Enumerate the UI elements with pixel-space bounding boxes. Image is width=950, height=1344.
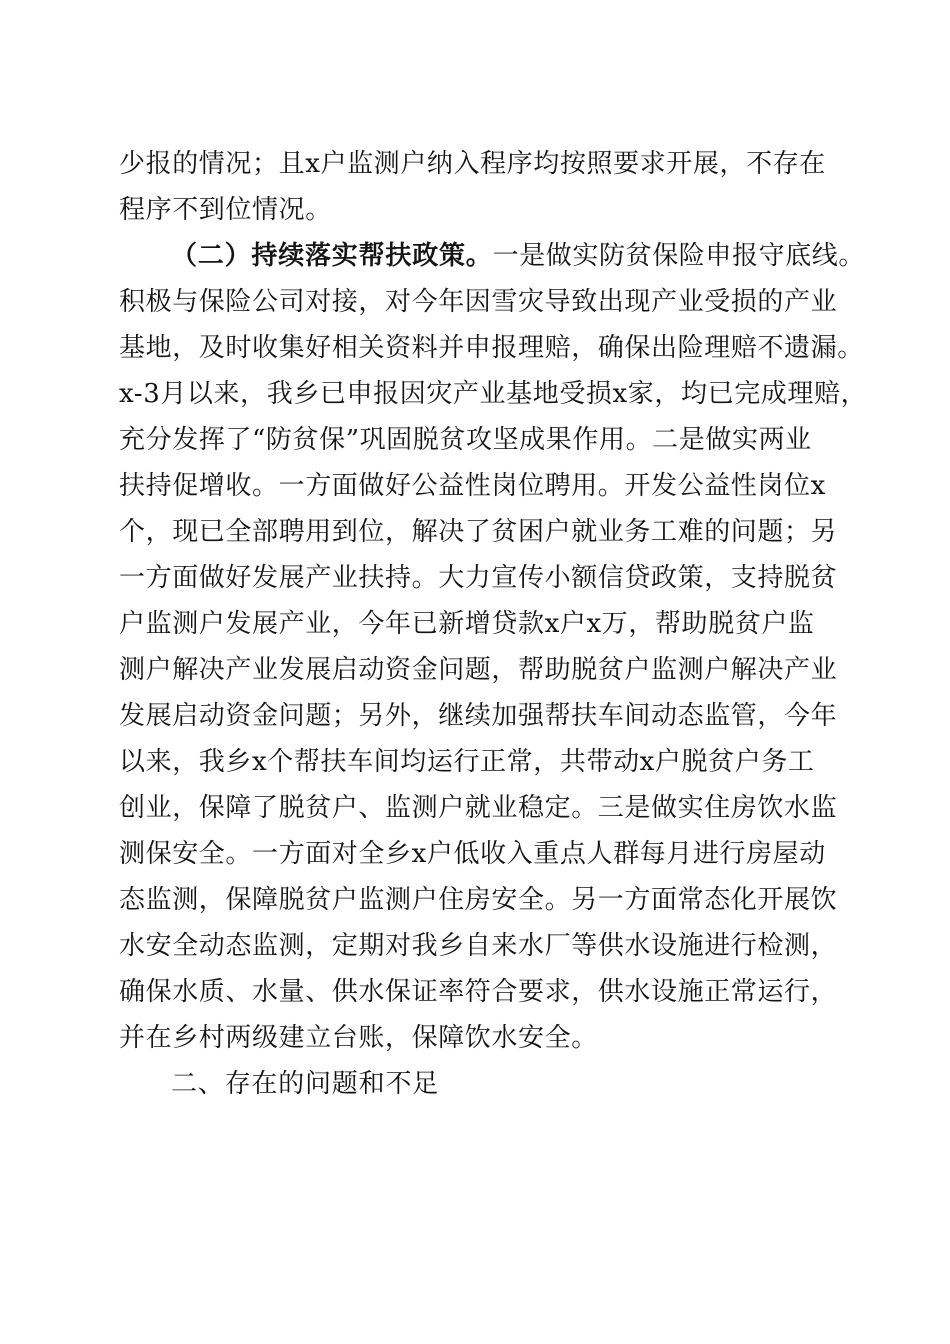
paragraph-line: 充分发挥了“防贫保”巩固脱贫攻坚成果作用。二是做实两业 <box>119 425 812 455</box>
paragraph-line: 程序不到位情况。 <box>119 195 332 225</box>
paragraph-line: 扶持促增收。一方面做好公益性岗位聘用。开发公益性岗位x <box>119 471 826 501</box>
paragraph-line: 以来，我乡x个帮扶车间均运行正常，共带动x户脱贫户务工 <box>119 747 815 777</box>
paragraph-line: 发展启动资金问题；另外，继续加强帮扶车间动态监管，今年 <box>119 701 838 731</box>
paragraph-line: x-3月以来，我乡已申报因灾产业基地受损x家，均已完成理赔， <box>119 379 868 409</box>
paragraph-line: 一方面做好发展产业扶持。大力宣传小额信贷政策，支持脱贫 <box>119 563 838 593</box>
paragraph-line: 并在乡村两级建立台账，保障饮水安全。 <box>119 1023 598 1053</box>
paragraph-line: 少报的情况；且x户监测户纳入程序均按照要求开展，不存在 <box>119 149 826 179</box>
section-line <box>171 233 866 279</box>
paragraph-line: 户监测户发展产业，今年已新增贷款x户x万，帮助脱贫户监 <box>119 609 815 639</box>
paragraph-line: 基地，及时收集好相关资料并申报理赔，确保出险理赔不遗漏。 <box>119 333 864 363</box>
paragraph-line: 水安全动态监测，定期对我乡自来水厂等供水设施进行检测， <box>119 931 838 961</box>
paragraph-line: 创业，保障了脱贫户、监测户就业稳定。三是做实住房饮水监 <box>119 793 838 823</box>
paragraph-line: 个，现已全部聘用到位，解决了贫困户就业务工难的问题；另 <box>119 517 838 547</box>
paragraph-line: 确保水质、水量、供水保证率符合要求，供水设施正常运行， <box>119 977 838 1007</box>
section-heading: （二）持续落实帮扶政策。 <box>171 241 493 271</box>
paragraph-line: 积极与保险公司对接，对今年因雪灾导致出现产业受损的产业 <box>119 287 838 317</box>
section-line-text: 一是做实防贫保险申报守底线。 <box>492 241 866 271</box>
paragraph-line: 态监测，保障脱贫户监测户住房安全。另一方面常态化开展饮 <box>119 885 838 915</box>
paragraph-line: 测户解决产业发展启动资金问题，帮助脱贫户监测户解决产业 <box>119 655 838 685</box>
part-heading: 二、存在的问题和不足 <box>171 1069 440 1099</box>
paragraph-line: 测保安全。一方面对全乡x户低收入重点人群每月进行房屋动 <box>119 839 826 869</box>
